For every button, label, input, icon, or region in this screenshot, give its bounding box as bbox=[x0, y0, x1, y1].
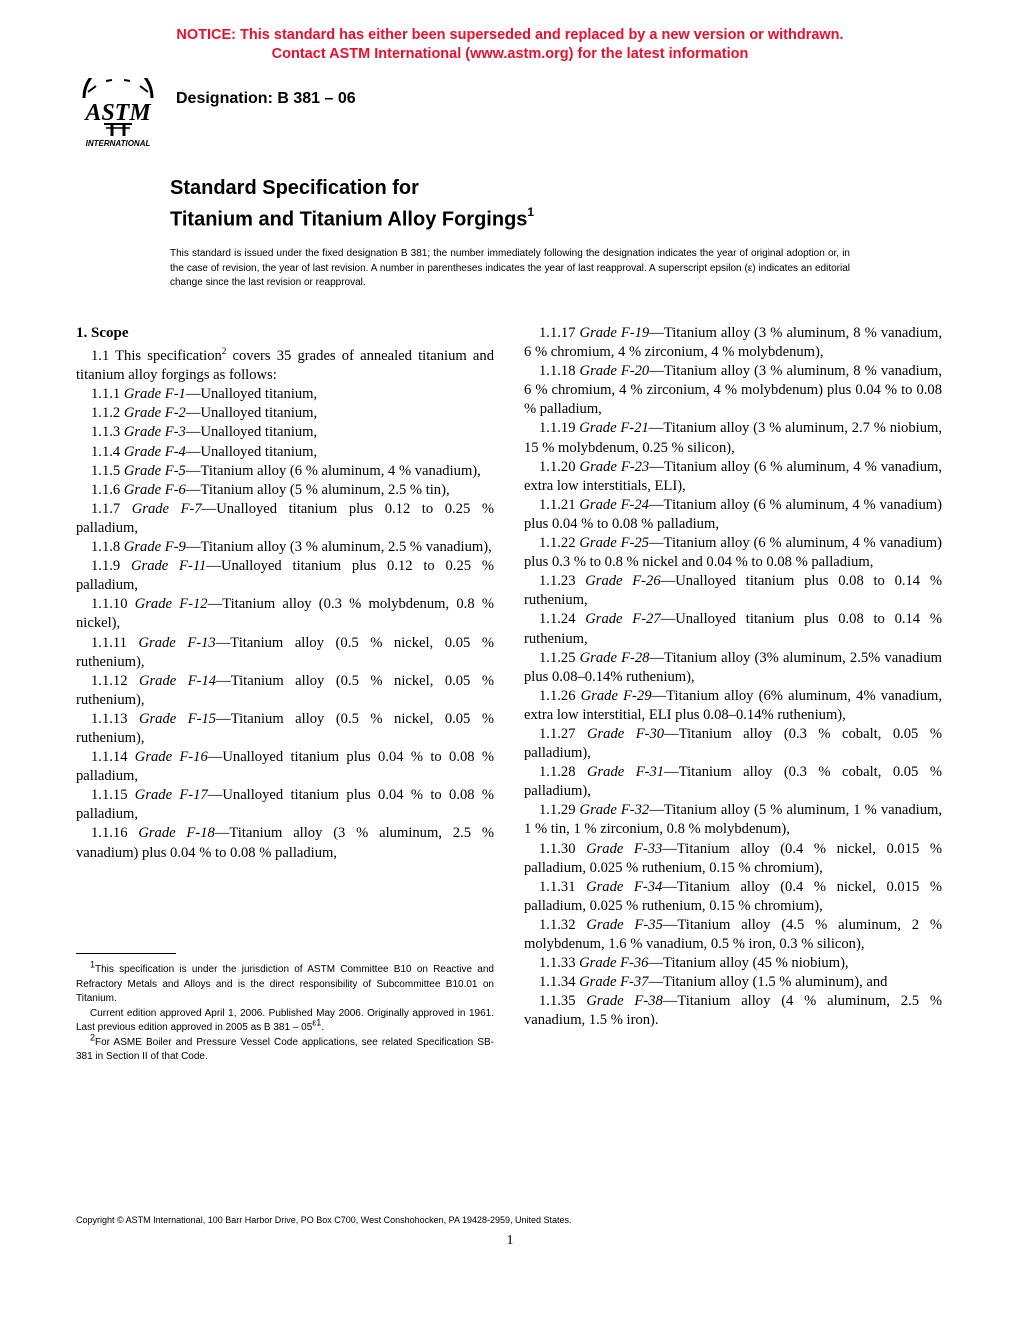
grade-name: Grade F-5 bbox=[123, 462, 186, 479]
grade-item bbox=[76, 595, 494, 633]
left-column bbox=[76, 324, 494, 863]
grade-item bbox=[76, 404, 494, 423]
footnote-1-end: . bbox=[321, 1022, 325, 1033]
grade-item-number: 1.1.8 bbox=[91, 539, 121, 556]
footnote-1-mark: 1 bbox=[90, 959, 96, 970]
grade-name: Grade F-35 bbox=[586, 916, 663, 933]
grade-name: Grade F-7 bbox=[131, 500, 202, 517]
grade-name: Grade F-38 bbox=[586, 993, 663, 1010]
grade-description: —Titanium alloy (0.5 % nickel, 0.05 % ruthenium), bbox=[76, 710, 494, 746]
grade-name: Grade F-18 bbox=[138, 825, 215, 842]
grade-item-number: 1.1.33 bbox=[539, 955, 576, 972]
footnote-1-text: This specification is under the jurisdiction of ASTM Committee B10 on Reactive and Refractory Metals and Alloys and is the direct responsibility of Subcommittee B10.01 on Titanium. bbox=[76, 964, 494, 1004]
logo-letters: ASTM bbox=[85, 100, 151, 126]
grade-name: Grade F-11 bbox=[130, 558, 207, 575]
grade-item bbox=[524, 610, 942, 648]
grade-name: Grade F-33 bbox=[586, 840, 663, 857]
grade-item bbox=[76, 481, 494, 500]
issued-statement: This standard is issued under the fixed designation B 381; the number immediately following the designation indicates the year of original adoption or, in the case of revision, the year of last revision. A number in parentheses indicates the year of last reapproval. A superscript epsilon (ε) indicates an editorial change since the last revision or reapproval. bbox=[170, 248, 850, 288]
grade-item-number: 1.1.34 bbox=[539, 974, 576, 991]
grade-item-number: 1.1.31 bbox=[539, 878, 576, 895]
grade-item bbox=[524, 419, 942, 457]
grade-description: —Titanium alloy (3 % aluminum, 2.5 % vanadium), bbox=[185, 539, 492, 556]
grade-item-number: 1.1.28 bbox=[539, 764, 576, 781]
grade-description: —Unalloyed titanium plus 0.12 to 0.25 % palladium, bbox=[76, 500, 494, 536]
title-line-2-text: Titanium and Titanium Alloy Forgings bbox=[170, 208, 528, 231]
footnote-2-text: For ASME Boiler and Pressure Vessel Code applications, see related Specification SB-381 in Section II of that Code. bbox=[76, 1036, 494, 1062]
scope-footnote-mark: 2 bbox=[221, 346, 227, 357]
scope-intro bbox=[76, 347, 494, 385]
notice-line-1: NOTICE: This standard has either been superseded and replaced by a new version or withdrawn. bbox=[176, 27, 844, 43]
footnote-2-mark: 2 bbox=[90, 1032, 96, 1043]
grade-description: —Unalloyed titanium, bbox=[185, 443, 318, 460]
grade-item-number: 1.1.18 bbox=[539, 363, 576, 380]
grade-description: —Titanium alloy (0.3 % molybdenum, 0.8 % nickel), bbox=[76, 596, 494, 632]
grade-item bbox=[524, 801, 942, 839]
footnote-2 bbox=[76, 1032, 494, 1065]
grade-description: —Titanium alloy (3% aluminum, 2.5% vanadium plus 0.08–0.14% ruthenium), bbox=[524, 649, 943, 685]
grade-name: Grade F-20 bbox=[579, 363, 650, 380]
grade-name: Grade F-12 bbox=[134, 596, 208, 613]
grade-item bbox=[76, 423, 494, 442]
grade-description: —Titanium alloy (3 % aluminum, 2.7 % niobium, 15 % molybdenum, 0.25 % silicon), bbox=[524, 420, 942, 456]
footnote-divider bbox=[76, 953, 176, 954]
grade-item-number: 1.1.19 bbox=[539, 420, 576, 437]
grade-item bbox=[76, 538, 494, 557]
footnote-1-continued bbox=[76, 1007, 494, 1036]
grade-item-number: 1.1.26 bbox=[539, 687, 576, 704]
grade-item bbox=[524, 649, 942, 687]
grade-item-number: 1.1.15 bbox=[91, 787, 128, 804]
grade-name: Grade F-9 bbox=[123, 539, 186, 556]
grade-list-right bbox=[524, 324, 942, 1030]
title-line-1: Standard Specification for bbox=[170, 177, 419, 199]
grade-item-number: 1.1.10 bbox=[91, 596, 128, 613]
grade-description: —Unalloyed titanium plus 0.08 to 0.14 % ruthenium, bbox=[524, 573, 942, 609]
grade-item-number: 1.1.22 bbox=[539, 535, 576, 552]
withdrawn-notice bbox=[0, 26, 1020, 64]
grade-name: Grade F-15 bbox=[138, 710, 217, 727]
document-title bbox=[170, 175, 534, 233]
page-number: 1 bbox=[506, 1233, 514, 1248]
grade-name: Grade F-19 bbox=[579, 325, 650, 341]
logo-sub: INTERNATIONAL bbox=[85, 139, 151, 148]
grade-item bbox=[524, 687, 942, 725]
grade-description: —Titanium alloy (5 % aluminum, 2.5 % tin), bbox=[185, 481, 450, 498]
grade-item bbox=[524, 534, 942, 572]
notice-line-2: Contact ASTM International (www.astm.org) for the latest information bbox=[271, 46, 749, 62]
grade-name: Grade F-32 bbox=[579, 802, 650, 819]
grade-item-number: 1.1.3 bbox=[91, 424, 121, 441]
footnotes bbox=[76, 959, 494, 1065]
grade-item-number: 1.1.7 bbox=[91, 500, 121, 517]
grade-description: —Unalloyed titanium, bbox=[185, 405, 318, 422]
right-column bbox=[524, 324, 942, 1030]
grade-item-number: 1.1.5 bbox=[91, 462, 121, 479]
grade-item bbox=[524, 324, 942, 362]
grade-name: Grade F-25 bbox=[579, 535, 649, 552]
grade-item bbox=[524, 916, 942, 954]
grade-name: Grade F-28 bbox=[579, 649, 650, 666]
grade-item-number: 1.1.23 bbox=[539, 573, 576, 590]
grade-item-number: 1.1.29 bbox=[539, 802, 576, 819]
grade-item-number: 1.1.9 bbox=[91, 558, 121, 575]
footnote-1-epsilon: ε1 bbox=[312, 1017, 322, 1028]
grade-item-number: 1.1.6 bbox=[91, 481, 121, 498]
grade-name: Grade F-24 bbox=[579, 496, 649, 513]
grade-name: Grade F-17 bbox=[134, 787, 208, 804]
grade-item bbox=[524, 878, 942, 916]
grade-description: —Unalloyed titanium, bbox=[185, 386, 318, 403]
grade-description: —Titanium alloy (6 % aluminum, 4 % vanadium, extra low interstitials, ELI), bbox=[524, 458, 943, 494]
grade-item bbox=[524, 954, 942, 973]
grade-item bbox=[524, 572, 942, 610]
grade-name: Grade F-1 bbox=[123, 386, 186, 403]
grade-description: —Titanium alloy (4.5 % aluminum, 2 % molybdenum, 1.6 % vanadium, 0.5 % iron, 0.3 % silicon), bbox=[524, 916, 942, 952]
grade-description: —Unalloyed titanium plus 0.08 to 0.14 % ruthenium, bbox=[524, 611, 942, 647]
grade-name: Grade F-23 bbox=[579, 458, 650, 475]
grade-name: Grade F-21 bbox=[579, 420, 649, 437]
grade-description: —Titanium alloy (5 % aluminum, 1 % vanadium, 1 % tin, 1 % zirconium, 0.8 % molybdenum), bbox=[524, 802, 943, 838]
grade-description: —Unalloyed titanium plus 0.12 to 0.25 % palladium, bbox=[76, 558, 494, 594]
grade-item-number: 1.1.25 bbox=[539, 649, 576, 666]
copyright-line: Copyright © ASTM International, 100 Barr Harbor Drive, PO Box C700, West Conshohocken, PA 19428-2959, United States. bbox=[76, 1215, 572, 1225]
grade-item bbox=[524, 725, 942, 763]
grade-item bbox=[524, 458, 942, 496]
grade-item bbox=[76, 557, 494, 595]
grade-description: —Titanium alloy (0.3 % cobalt, 0.05 % palladium), bbox=[524, 764, 942, 800]
grade-item bbox=[76, 710, 494, 748]
grade-description: —Unalloyed titanium plus 0.04 % to 0.08 % palladium, bbox=[76, 787, 494, 823]
grade-name: Grade F-34 bbox=[586, 878, 663, 895]
grade-description: —Unalloyed titanium, bbox=[185, 424, 318, 441]
grade-item bbox=[76, 462, 494, 481]
grade-name: Grade F-31 bbox=[586, 764, 665, 781]
grade-description: —Titanium alloy (1.5 % aluminum), and bbox=[648, 974, 888, 991]
grade-item-number: 1.1.35 bbox=[539, 993, 576, 1010]
grade-description: —Titanium alloy (0.3 % cobalt, 0.05 % palladium), bbox=[524, 725, 942, 762]
grade-item bbox=[524, 840, 942, 878]
grade-description: —Titanium alloy (0.4 % nickel, 0.015 % palladium, 0.025 % ruthenium, 0.15 % chromium), bbox=[524, 878, 943, 914]
grade-item bbox=[76, 500, 494, 538]
section-heading-scope: 1. Scope bbox=[76, 325, 129, 341]
grade-item-number: 1.1.12 bbox=[91, 672, 128, 689]
grade-item-number: 1.1.13 bbox=[91, 710, 128, 727]
grade-name: Grade F-4 bbox=[123, 443, 186, 460]
grade-description: —Titanium alloy (45 % niobium), bbox=[648, 955, 849, 972]
grade-item bbox=[524, 763, 942, 801]
grade-item-number: 1.1.24 bbox=[539, 611, 576, 628]
grade-description: —Titanium alloy (6 % aluminum, 4 % vanadium) plus 0.3 % to 0.8 % nickel and 0.04 % to 0.08 % palladium, bbox=[524, 535, 942, 571]
grade-item-number: 1.1.16 bbox=[91, 825, 128, 842]
grade-item bbox=[76, 634, 494, 672]
grade-item-number: 1.1.30 bbox=[539, 840, 576, 857]
grade-item-number: 1.1.2 bbox=[91, 405, 121, 422]
title-footnote-mark: 1 bbox=[527, 205, 535, 219]
grade-item-number: 1.1.4 bbox=[91, 443, 121, 460]
footnote-1 bbox=[76, 959, 494, 1007]
grade-name: Grade F-29 bbox=[580, 687, 652, 704]
grade-item bbox=[76, 672, 494, 710]
grade-description: —Titanium alloy (6% aluminum, 4% vanadium, extra low interstitial, ELI plus 0.08–0.14% ruthenium), bbox=[524, 687, 942, 723]
grade-description: —Titanium alloy (6 % aluminum, 4 % vanadium) plus 0.04 % to 0.08 % palladium, bbox=[524, 496, 942, 532]
grade-item bbox=[76, 443, 494, 462]
grade-description: —Titanium alloy (0.5 % nickel, 0.05 % ruthenium), bbox=[76, 672, 494, 708]
grade-name: Grade F-16 bbox=[134, 749, 208, 766]
grade-item-number: 1.1.21 bbox=[539, 496, 576, 513]
grade-description: —Unalloyed titanium plus 0.04 % to 0.08 % palladium, bbox=[76, 749, 494, 785]
grade-item-number: 1.1.17 bbox=[539, 325, 576, 341]
grade-description: —Titanium alloy (3 % aluminum, 2.5 % vanadium) plus 0.04 % to 0.08 % palladium, bbox=[76, 825, 494, 861]
grade-name: Grade F-26 bbox=[585, 573, 661, 590]
grade-name: Grade F-2 bbox=[123, 405, 186, 422]
title-line-2 bbox=[170, 201, 534, 233]
grade-item-number: 1.1.11 bbox=[91, 634, 127, 651]
grade-name: Grade F-13 bbox=[138, 634, 216, 651]
grade-description: —Titanium alloy (3 % aluminum, 8 % vanadium, 6 % chromium, 4 % zirconium, 4 % molybdenum) plus 0.04 % to 0.08 % palladium, bbox=[524, 363, 943, 418]
grade-name: Grade F-14 bbox=[138, 672, 217, 689]
footnote-1-cont-text: Current edition approved April 1, 2006. Published May 2006. Originally approved in 1961. Last previous edition approved in 2005 as B 381 – 05 bbox=[76, 1007, 494, 1033]
grade-description: —Titanium alloy (0.4 % nickel, 0.015 % palladium, 0.025 % ruthenium, 0.15 % chromium), bbox=[524, 840, 943, 876]
designation: Designation: B 381 – 06 bbox=[176, 90, 356, 107]
grade-item bbox=[76, 385, 494, 404]
grade-name: Grade F-36 bbox=[579, 955, 649, 972]
grade-item bbox=[524, 992, 942, 1030]
grade-item-number: 1.1.27 bbox=[539, 725, 576, 742]
grade-item-number: 1.1.20 bbox=[539, 458, 576, 475]
grade-description: —Titanium alloy (6 % aluminum, 4 % vanadium), bbox=[185, 462, 481, 479]
grade-item-number: 1.1.1 bbox=[91, 386, 121, 403]
grade-item bbox=[76, 824, 494, 862]
grade-description: —Titanium alloy (3 % aluminum, 8 % vanadium, 6 % chromium, 4 % zirconium, 4 % molybdenum), bbox=[524, 325, 943, 361]
grade-description: —Titanium alloy (4 % aluminum, 2.5 % vanadium, 1.5 % iron). bbox=[524, 993, 942, 1029]
grade-item bbox=[524, 973, 942, 992]
grade-item bbox=[76, 786, 494, 824]
scope-intro-a: 1.1 This specification bbox=[91, 348, 222, 365]
grade-item bbox=[76, 748, 494, 786]
astm-international-logo-icon bbox=[76, 78, 160, 150]
grade-description: —Titanium alloy (0.5 % nickel, 0.05 % ruthenium), bbox=[76, 634, 494, 670]
grade-name: Grade F-27 bbox=[585, 611, 661, 628]
grade-item-number: 1.1.32 bbox=[539, 916, 576, 933]
grade-name: Grade F-30 bbox=[586, 725, 665, 742]
grade-item-number: 1.1.14 bbox=[91, 749, 128, 766]
grade-name: Grade F-37 bbox=[579, 974, 649, 991]
grade-item bbox=[524, 362, 942, 419]
grade-name: Grade F-6 bbox=[123, 481, 186, 498]
grade-item bbox=[524, 496, 942, 534]
scope-intro-b: covers 35 grades of annealed titanium and titanium alloy forgings as follows: bbox=[76, 348, 494, 384]
grade-list-left bbox=[76, 385, 494, 862]
grade-name: Grade F-3 bbox=[123, 424, 186, 441]
